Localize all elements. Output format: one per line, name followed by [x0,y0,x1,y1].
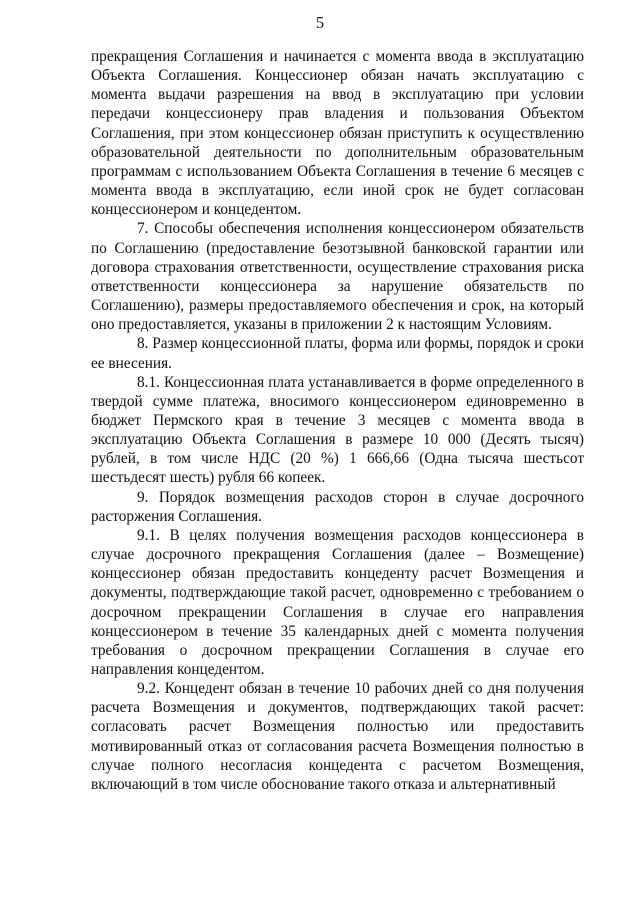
paragraph-9-2-grantor-obligation: 9.2. Концедент обязан в течение 10 рабочих дней со дня получения расчета Возмещения и документов, подтверждающих такой расчет: согласовать расчет Возмещения полностью или предоставить мотивированный отказ от согласования расчета Возмещения полностью в случае полного несогласия концедента с расчетом Возмещения, включающий в том числе обоснование такого отказа и альтернативный [91,680,584,793]
page-number: 5 [315,13,325,32]
document-body [91,47,584,794]
paragraph-continuation: прекращения Соглашения и начинается с момента ввода в эксплуатацию Объекта Соглашения. Концессионер обязан начать эксплуатацию с момента выдачи разрешения на ввод в эксплуатацию при условии передачи концессионеру прав владения и пользования Объектом Соглашения, при этом концессионер обязан приступить к осуществлению образовательной деятельности по дополнительным образовательным программам с использованием Объекта Соглашения в течение 6 месяцев с момента ввода в эксплуатацию, если иной срок не будет согласован концессионером и концедентом. [91,48,584,219]
paragraph-9-1-compensation-request: 9.1. В целях получения возмещения расходов концессионера в случае досрочного прекращения Соглашения (далее – Возмещение) концессионер обязан предоставить концеденту расчет Возмещения и документы, подтверждающие такой расчет, одновременно с требованием о досрочном прекращении Соглашения в случае его направления концессионером в течение 35 календарных дней с момента получения требования о досрочном прекращении Соглашения в случае его направления концедентом. [91,526,584,678]
paragraph-8-concession-fee: 8. Размер концессионной платы, форма или формы, порядок и сроки ее внесения. [91,335,584,372]
paragraph-9-compensation-order: 9. Порядок возмещения расходов сторон в случае досрочного расторжения Соглашения. [91,488,584,525]
paragraph-7-security-methods: 7. Способы обеспечения исполнения концессионером обязательств по Соглашению (предоставление безотзывной банковской гарантии или договора страхования ответственности, осуществление страхования риска ответственности концессионера за нарушение обязательств по Соглашению), размеры предоставляемого обеспечения и срок, на который оно предоставляется, указаны в приложении 2 к настоящим Условиям. [91,220,584,334]
paragraph-8-1-fee-amount: 8.1. Концессионная плата устанавливается в форме определенного в твердой сумме платежа, вносимого концессионером единовременно в бюджет Пермского края в течение 3 месяцев с момента ввода в эксплуатацию Объекта Соглашения в размере 10 000 (Десять тысяч) рублей, в том числе НДС (20 %) 1 666,66 (Одна тысяча шестьсот шестьдесят шесть) рубля 66 копеек. [91,373,584,487]
